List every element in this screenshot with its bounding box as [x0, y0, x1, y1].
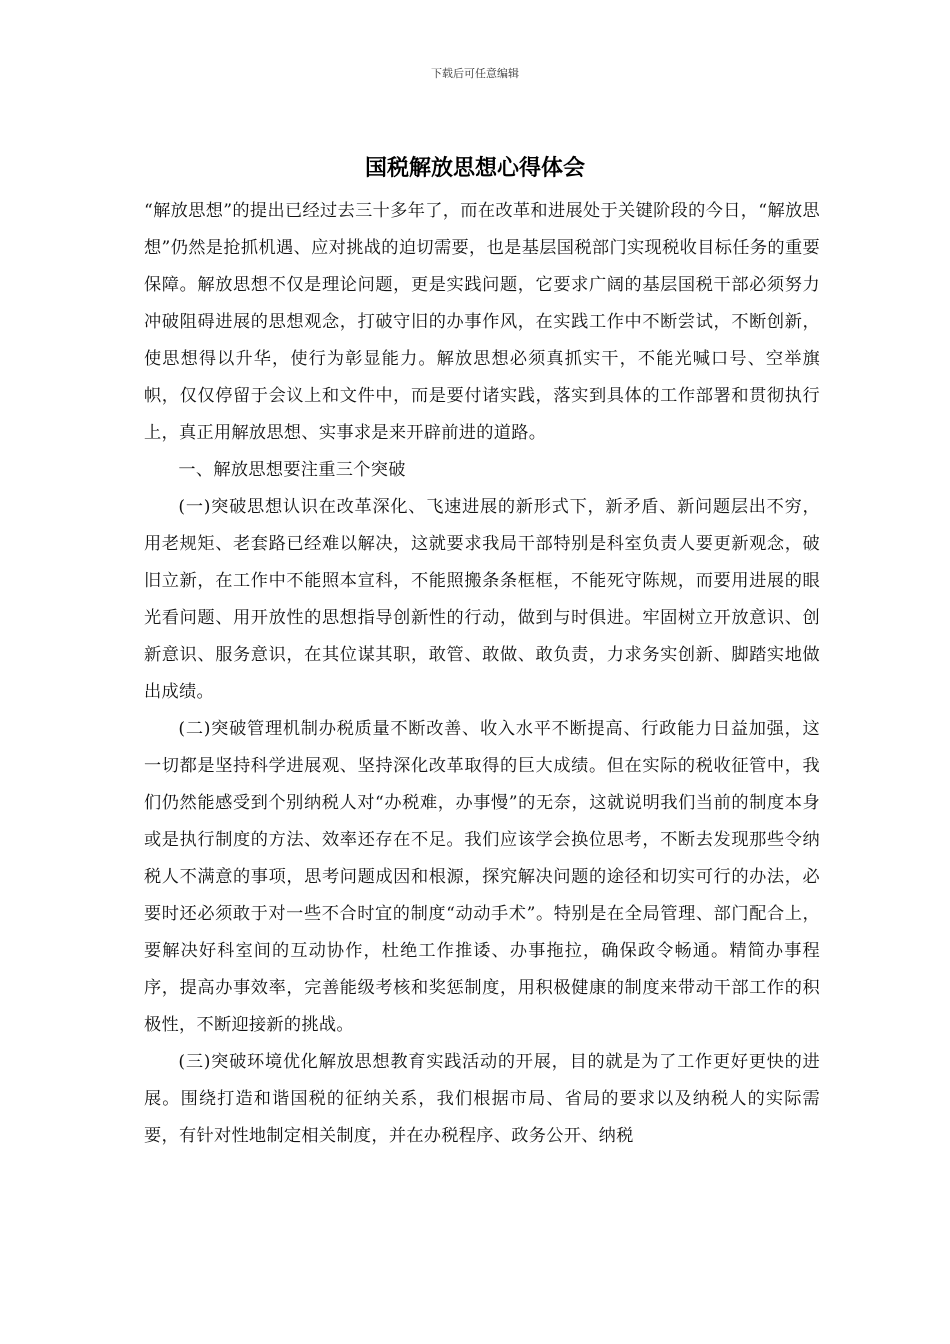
document-body — [144, 193, 820, 1155]
paragraph-point-2: (二)突破管理机制办税质量不断改善、收入水平不断提高、行政能力日益加强，这一切都是坚持科学进展观、坚持深化改革取得的巨大成绩。但在实际的税收征管中，我们仍然能感受到个别纳税人对“办税难，办事慢”的无奈，这就说明我们当前的制度本身或是执行制度的方法、效率还存在不足。我们应该学会换位思考，不断去发现那些令纳税人不满意的事项，思考问题成因和根源，探究解决问题的途径和切实可行的办法，必要时还必须敢于对一些不合时宜的制度“动动手术”。特别是在全局管理、部门配合上，要解决好科室间的互动协作，杜绝工作推诿、办事拖拉，确保政令畅通。精简办事程序，提高办事效率，完善能级考核和奖惩制度，用积极健康的制度来带动干部工作的积极性，不断迎接新的挑战。 — [144, 719, 820, 1035]
document-title: 国税解放思想心得体会 — [364, 155, 585, 181]
section-heading-1: 一、解放思想要注重三个突破 — [178, 460, 406, 480]
paragraph-point-3: (三)突破环境优化解放思想教育实践活动的开展，目的就是为了工作更好更快的进展。围绕打造和谐国税的征纳关系，我们根据市局、省局的要求以及纳税人的实际需要，有针对性地制定相关制度，并在办税程序、政务公开、纳税 — [144, 1052, 820, 1146]
header-note: 下载后可任意编辑 — [431, 67, 519, 80]
paragraph-point-1: (一)突破思想认识在改革深化、飞速进展的新形式下，新矛盾、新问题层出不穷，用老规矩、老套路已经难以解决，这就要求我局干部特别是科室负责人要更新观念，破旧立新，在工作中不能照本宣科，不能照搬条条框框，不能死守陈规，而要用进展的眼光看问题、用开放性的思想指导创新性的行动，做到与时俱进。牢固树立开放意识、创新意识、服务意识，在其位谋其职，敢管、敢做、敢负责，力求务实创新、脚踏实地做出成绩。 — [144, 497, 820, 702]
paragraph-intro: “解放思想”的提出已经过去三十多年了，而在改革和进展处于关键阶段的今日，“解放思想”仍然是抢抓机遇、应对挑战的迫切需要，也是基层国税部门实现税收目标任务的重要保障。解放思想不仅是理论问题，更是实践问题，它要求广阔的基层国税干部必须努力冲破阻碍进展的思想观念，打破守旧的办事作风，在实践工作中不断尝试，不断创新，使思想得以升华，使行为彰显能力。解放思想必须真抓实干，不能光喊口号、空举旗帜，仅仅停留于会议上和文件中，而是要付诸实践，落实到具体的工作部署和贯彻执行上，真正用解放思想、实事求是来开辟前进的道路。 — [144, 201, 820, 443]
